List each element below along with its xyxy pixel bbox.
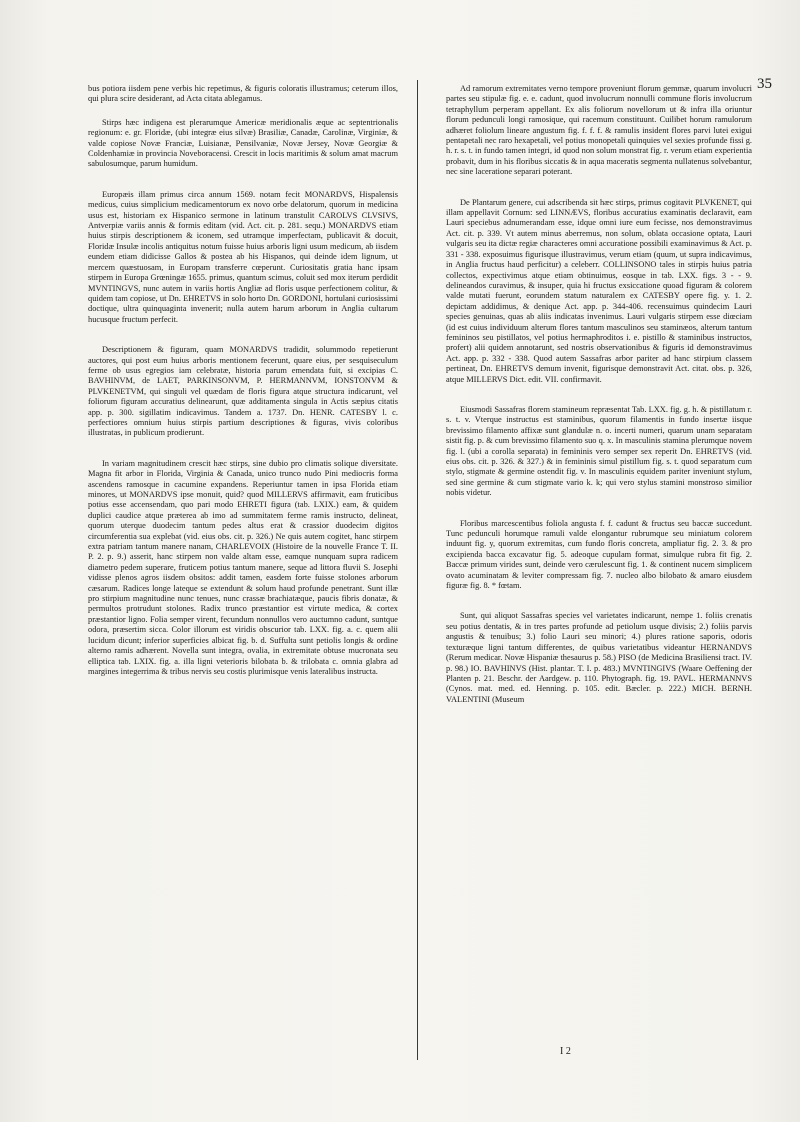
signature-mark: I 2 <box>560 1046 571 1057</box>
column-divider <box>417 80 418 1060</box>
paragraph: Ad ramorum extremitates verno tempore proveniunt florum gemmæ, quarum involucri partes seu stipulæ fig. e. e. cadunt, quod involucrum nonnulli commune floris involucrum tetraphyllum perperam appellant. Ex alis foliorum novellorum ut & infra illa oriuntur florum pedunculi longi ramosique, qui racemum constituunt. Cuilibet horum ramulorum adhæret foliolum lineare angustum fig. f. f. f. & ramulis insident flores parvi lutei exigui pentapetali nec raro hexapetali, vel potius monopetali quinquies vel sexies profunde fissi g. h. r. s. t. in fundo tamen integri, id quod non solum monstrat fig. r. verum etiam experientia probavit, dum in his floribus siccatis & in aqua maceratis segmenta nullatenus solvebantur, nec sine laceratione separari poterant. <box>446 84 752 177</box>
paragraph: bus potiora iisdem pene verbis hic repetimus, & figuris coloratis illustramus; ceterum illos, qui plura scire desiderant, ad Acta citata ablegamus. <box>88 84 398 104</box>
paragraph: In variam magnitudinem crescit hæc stirps, sine dubio pro climatis solique diversitate. Magna fit arbor in Florida, Virginia & Canada, unico trunco nudo Pini mediocris forma ascendens ramosque in cacumine expandens. Reperiuntur tamen in ipsa Florida etiam minores, ut MONARDVS ipse monuit, quid? quod MILLERVS affirmavit, eam fruticibus potius esse accensendam, quo pari modo EHRETI figura (tab. LXIX.) eam, & quidem duplici caudice atque præterea ab imo ad summitatem ferme ramis instructo, delineat, quorum uterque duodecim tantum pedes altus erat & crassior duodecim digitos circumferentia sua explebat (vid. eius obs. cit. p. 326.) Ne quis autem cogitet, hanc stirpem extra patriam tantum manere nanam, CHARLEVOIX (Histoire de la nouvelle France T. II. P. 2. p. 9.) asserit, hanc stirpem non valde altam esse, eamque nunquam supra radicem diametro pedem superare, fruticem potius tantum manere, seque ad littora fluvii S. Josephi vidisse plenos agros iisdem obsitos: addit tamen, easdem forte fuisse stolones arborum cæsarum. Radices longe lateque se extendunt & solum haud profunde penetrant. Sunt illæ pro stirpium magnitudine nunc tenues, nunc crassæ brachiatæque, paucis fibris donatæ, & permultos protrudunt stolones. Radix trunco præstantior est virtute medica, & cortex præstantior ligno. Folia semper virent, fecundum nonnullos vero auctumno cadunt, suntque odora, præsertim sicca. Color illorum est viridis obscurior tab. LXX. fig. a. c. quem alii lucidum dicunt; inferior superficies albicat fig. b. d. Suffulta sunt petiolis longis & ordine alterno ramis adhærent. Novella sunt integra, ovalia, in extremitate obtuse mucronata seu elliptica tab. LXIX. fig. a. illa ligni veterioris bilobata b. & trilobata c. omnia glabra ad margines integerrima & tribus nervis seu costis plurimisque venis lateralibus instructa. <box>88 458 398 676</box>
paragraph: De Plantarum genere, cui adscribenda sit hæc stirps, primus cogitavit PLVKENET, qui illam appellavit Cornum: sed LINNÆVS, floribus accuratius examinatis declaravit, eam Lauri speciebus adnumerandam esse, idque omni iure eum fecisse, nos demonstravimus Act. cit. p. 339. Vt autem minus aberremus, non solum, oblata occasione optata, Lauri vulgaris seu ita dictæ regiæ characteres omni accuratione possibili examinavimus & Act. p. 331 - 338. exposuimus figurisque illustravimus, verum etiam (quum, ut supra indicavimus, in Anglia fructus haud perficitur) a celeberr. COLLINSONO tales in stirpis huius patria collectos, expectivimus atque etiam obtinuimus, eosque in tab. LXX. figs. 3 - - 9. delineandos curavimus, & insuper, quia hi fructus exsiccatione quoad figuram & colorem valde mutati fuerunt, eorundem statum naturalem ex CATESBY opere fig. y. 1. 2. depictam addidimus, & denique Act. app. p. 344-406. recensuimus quindecim Lauri species genuinas, quas ab aliis indicatas invenimus. Lauri vulgaris stirpem esse diœciam (id est cuius individuum alterum flores tantum masculinos seu staminæos, alterum tantum femininos seu pistillatos, vel potius hermaphroditos i. e. pistillo & staminibus instructos, profert) alii quidem annotarunt, sed nostris observationibus & figuris id demonstravimus Act. app. p. 332 - 338. Quod autem Sassafras arbor pariter ad hanc stirpium classem pertineat, Dn. EHRETVS demum invenit, figurisque demonstravit Act. citat. obs. p. 326, atque MILLERVS Dict. edit. VII. confirmavit. <box>446 197 752 384</box>
paragraph: Europæis illam primus circa annum 1569. notam fecit MONARDVS, Hispalensis medicus, cuius simplicium medicamentorum ex novo orbe delatorum, quorum in medicina usus est, historiam ex Hispanico sermone in latinum transtulit CAROLVS CLVSIVS, Antverpiæ variis annis & formis editam (vid. Act. cit. p. 281. sequ.) MONARDVS etiam huius stirpis descriptionem & iconem, sed utramque imperfectam, publicavit & docuit, Floridæ Insulæ incolis antiquitus notum fuisse huius arboris ligni usum medicum, ab iisdem eundem etiam didicisse Gallos & postea ab his Hispanos, qui deinde idem lignum, ut mercem quæstuosam, in Europam transferre cœperunt. Curiositatis gratia hanc ipsam stirpem in Europa Grœningæ 1655. primus, quantum scimus, coluit sed mox iterum perdidit MVNTINGVS, nunc autem in variis hortis Angliæ ad floris usque perfectionem colitur, & quidem tam copiose, ut Dn. EHRETVS in solo horto Dn. GORDONI, hortulani curiosissimi doctique, ultra quinquaginta invenerit; nulla autem harum arborum in Anglia cultarum hucusque fructum perfecit. <box>88 189 398 324</box>
paragraph: Sunt, qui aliquot Sassafras species vel varietates indicarunt, nempe 1. foliis crenatis seu potius dentatis, & in tres partes profunde ad petiolum usque divisis; 2.) foliis parvis angustis & tenuibus; 3.) folio Lauri seu minori; 4.) plures ratione saporis, odoris texturæque ligni tantum differentes, de quibus varietatibus videantur HERNANDVS (Rerum medicar. Novæ Hispaniæ thesaurus p. 58.) PISO (de Medicina Brasiliensi tract. IV. p. 98.) IO. BAVHINVS (Hist. plantar. T. I. p. 483.) MVNTINGIVS (Waare Oeffening der Planten p. 21. Beschr. der Aardgew. p. 110. Phytograph. fig. 19. PAVL. HERMANNVS (Cynos. mat. med. ed. Henning. p. 105. edit. Bæcler. p. 222.) MICH. BERNH. VALENTINI (Museum <box>446 611 752 704</box>
left-column <box>88 84 398 684</box>
paragraph: Floribus marcescentibus foliola angusta f. f. cadunt & fructus seu baccæ succedunt. Tunc pedunculi horumque ramuli valde elongantur rubrumque seu miniatum colorem induunt fig. y, quorum extremitas, cum fundo floris concreta, ampliatur fig. 2. 3. & pro excipienda bacca excavatur fig. 5. adeoque cupulam format, simulque rubra fit fig. 2. Baccæ primum virides sunt, deinde vero cærulescunt fig. 1. & continent nucem simplicem ovato acuminatam & leviter compressam fig. 7. nucleo albo bilobato & amaro eiusdem figuræ fig. 8. * fœtam. <box>446 518 752 591</box>
paragraph: Stirps hæc indigena est plerarumque Americæ meridionalis æque ac septentrionalis regionum: e. gr. Floridæ, (ubi integræ eius silvæ) Brasiliæ, Canadæ, Carolinæ, Virginiæ, & valde copiose Novæ Franciæ, Luisianæ, Pensilvaniæ, Novæ Jersey, Novæ Georgiæ & Coldenhamiæ in provincia Noveboracensi. Crescit in locis maritimis & solum amat macrum sabulosumque, parum humidum. <box>88 117 398 169</box>
paragraph: Descriptionem & figuram, quam MONARDVS tradidit, solummodo repetierunt auctores, qui post eum huius arboris mentionem fecerunt, quare eius, per sesquiseculum ferme ob usus egregios iam celebratæ, historia parum emendata fuit, si excipias C. BAVHINVM, de LAET, PARKINSONVM, P. HERMANNVM, IONSTONVM & PLVKENETVM, qui singuli vel quædam de floris figura atque structura indicarunt, vel foliorum figuram accuratius delinearunt, quæ additamenta singula in Actis sæpius citatis app. p. 300. sigillatim indicavimus. Tandem a. 1737. Dn. HENR. CATESBY l. c. perfectiores omnium huius stirpis partium descriptiones & figuras, vivis coloribus illustratas, in publicum prodierunt. <box>88 345 398 438</box>
right-column <box>446 84 752 712</box>
paragraph: Eiusmodi Sassafras florem stamineum repræsentat Tab. LXX. fig. g. h. & pistillatum r. s. t. v. Vterque instructus est staminibus, quorum filamentis in fundo insertæ iisque brevissimo filamento affixæ sunt glandulæ n. o. incerti numeri, quarum unam separatam sistit fig. p. & cum brevissimo filamento suo q. x. In masculinis stamina plerumque novem fig. l. (ubi a corolla separata) in femininis vero semper sex reperit Dn. EHRETVS (vid. eius obs. cit. p. 326. & 327.) & in femininis simul pistillum fig. s. t. quod separatum cum stylo, stigmate & germine ostendit fig. v. In masculinis equidem pariter inveniunt stylum, sed sine germine & cum stigmate vario k. k; qui vero stylus stamini monstroso similior nobis videtur. <box>446 404 752 498</box>
page-number: 35 <box>757 76 772 92</box>
